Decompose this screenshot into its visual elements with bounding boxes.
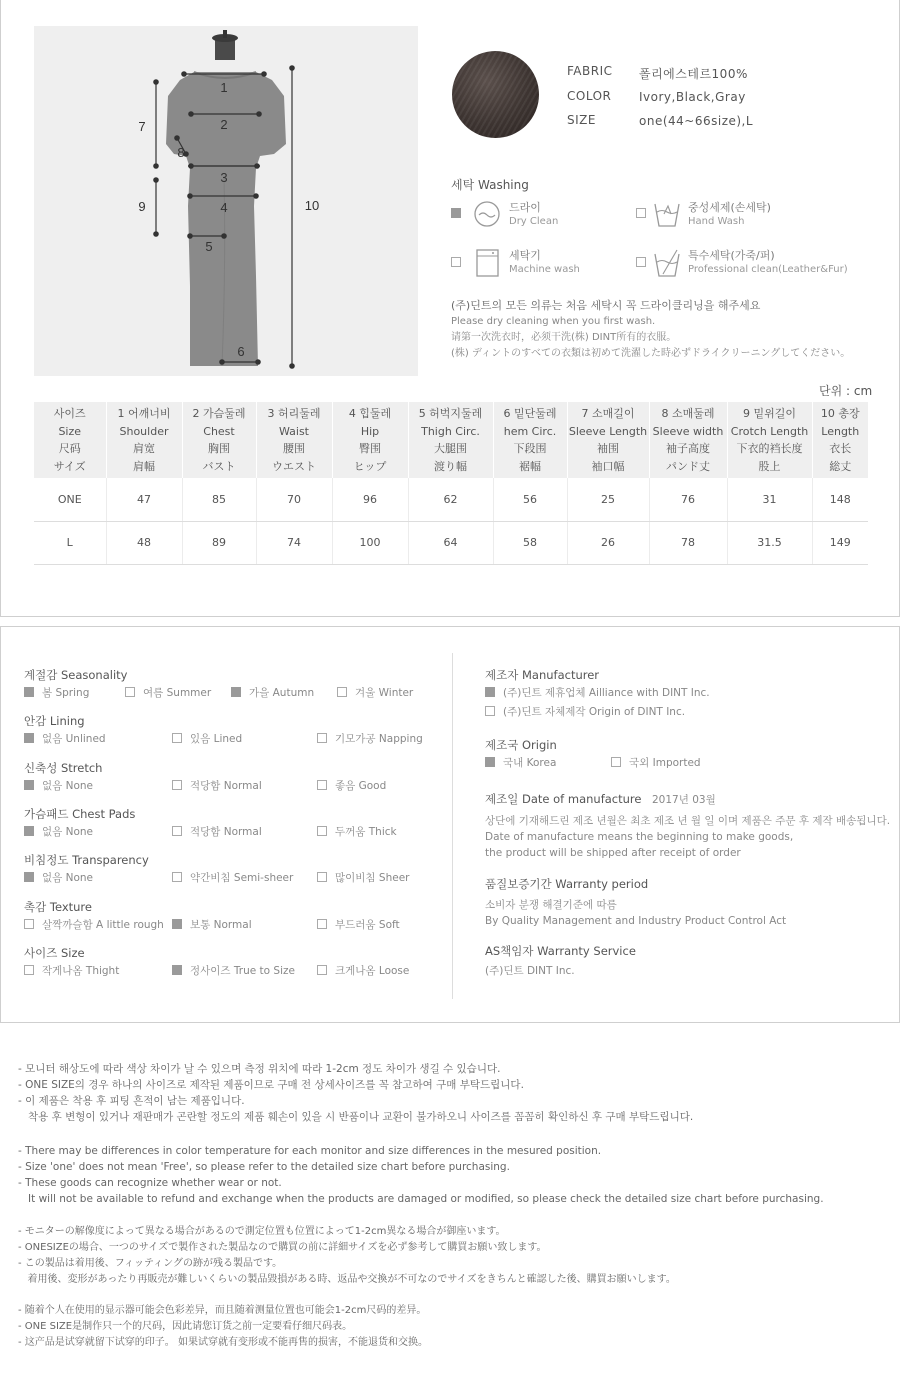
table-cell: 64 (408, 521, 493, 564)
texture-title: 촉감 Texture (24, 900, 92, 914)
checkbox (125, 687, 135, 697)
checkbox (317, 919, 327, 929)
option-korea: 국내 Korea (485, 755, 556, 771)
product-info-section (0, 0, 900, 617)
checkbox (485, 706, 495, 716)
header-shoulder: 1 어깨너비 Shoulder 肩宽 肩幅 (106, 402, 182, 478)
professional-clean-checkbox (636, 257, 646, 267)
option-napping: 기모가공 Napping (317, 731, 423, 747)
notes-ja-1: - モニターの解像度によって異なる場合があるので測定位置も位置によって1-2cm異なる場合が御座います。 (18, 1226, 506, 1237)
wash-note-ja: (株) ディントのすべての衣類は初めて洗濯した時必ずドライクリーニングしてください。 (451, 348, 851, 359)
option-sheer: 많이비침 Sheer (317, 870, 409, 886)
stretch-title: 신축성 Stretch (24, 761, 103, 775)
option-summer: 여름 Summer (125, 685, 211, 701)
dry-clean-ko: 드라이 (509, 201, 541, 214)
unit-label: 단위 : cm (819, 384, 873, 398)
option-transparency-none: 없음 None (24, 870, 93, 886)
table-cell: 148 (812, 478, 868, 521)
diagram-label-9: 9 (138, 199, 146, 214)
checkbox (24, 687, 34, 697)
option-pads-normal: 적당함 Normal (172, 824, 262, 840)
professional-clean-ko: 특수세탁(가죽/퍼) (688, 249, 775, 262)
header-chest: 2 가슴둘레 Chest 胸围 バスト (182, 402, 256, 478)
checkbox (485, 687, 495, 697)
date-note-ko: 상단에 기재해드린 제조 년월은 최초 제조 년 월 일 이며 제품은 주문 후 제작 배송됩니다. (485, 815, 891, 827)
option-imported: 국외 Imported (611, 755, 701, 771)
option-texture-normal: 보통 Normal (172, 917, 252, 933)
manufacturer-title: 제조자 Manufacturer (485, 668, 600, 682)
option-pads-thick: 두꺼움 Thick (317, 824, 397, 840)
checkbox (317, 733, 327, 743)
hand-wash-en: Hand Wash (688, 216, 745, 227)
table-cell: 70 (256, 478, 332, 521)
notes-zh-3: - 这产品是试穿就留下试穿的印子。 如果试穿就有变形或不能再售的损害，不能退货和交换。 (18, 1337, 428, 1348)
table-cell: 74 (256, 521, 332, 564)
checkbox (317, 780, 327, 790)
option-alliance: (주)딘트 제휴업체 Ailliance with DINT Inc. (485, 685, 710, 701)
option-origin-dint: (주)딘트 자체제작 Origin of DINT Inc. (485, 704, 685, 720)
option-stretch-good: 좋음 Good (317, 778, 386, 794)
product-properties-section (0, 626, 900, 1023)
origin-title: 제조국 Origin (485, 738, 557, 752)
garment-measurement-diagram (34, 26, 418, 376)
table-cell: 100 (332, 521, 408, 564)
checkbox (485, 757, 495, 767)
checkbox (172, 733, 182, 743)
wash-note-en: Please dry cleaning when you first wash. (451, 316, 656, 327)
table-row (34, 521, 868, 564)
option-pads-none: 없음 None (24, 824, 93, 840)
warranty-period-title: 품질보증기간 Warranty period (485, 877, 649, 891)
diagram-label-5: 5 (205, 239, 213, 254)
notes-zh-1: - 随着个人在使用的显示器可能会色彩差异，而且随着测量位置也可能会1-2cm尺码的差异。 (18, 1305, 427, 1316)
table-cell: 76 (649, 478, 727, 521)
checkbox (172, 919, 182, 929)
transparency-title: 비침정도 Transparency (24, 853, 149, 867)
notes-ko-1: - 모니터 해상도에 따라 색상 차이가 날 수 있으며 측정 위치에 따라 1-2cm 정도 차이가 생길 수 있습니다. (18, 1063, 501, 1075)
size-label: SIZE (567, 113, 596, 127)
washing-title: 세탁 Washing (451, 178, 529, 192)
option-true-to-size: 정사이즈 True to Size (172, 963, 295, 979)
checkbox (172, 872, 182, 882)
fabric-label: FABRIC (567, 64, 613, 78)
professional-clean-icon (653, 248, 681, 278)
notes-en-1: - There may be differences in color temperature for each monitor and size differences in the mesured position. (18, 1145, 602, 1157)
chest-pads-title: 가슴패드 Chest Pads (24, 807, 136, 821)
option-spring: 봄 Spring (24, 685, 89, 701)
mannequin-illustration (34, 26, 418, 376)
machine-wash-checkbox (451, 257, 461, 267)
option-semi-sheer: 약간비침 Semi-sheer (172, 870, 293, 886)
diagram-label-3: 3 (220, 170, 228, 185)
notes-ko-4: 착용 후 변형이 있거나 재판매가 곤란할 정도의 제품 훼손이 있을 시 반품이나 교환이 불가하오니 사이즈를 꼼꼼히 확인하신 후 구매 부탁드립니다. (18, 1111, 694, 1123)
option-stretch-none: 없음 None (24, 778, 93, 794)
table-cell: 31.5 (727, 521, 812, 564)
diagram-label-4: 4 (220, 200, 228, 215)
column-divider (452, 653, 453, 999)
diagram-label-6: 6 (237, 344, 245, 359)
header-waist: 3 허리둘레 Waist 腰围 ウエスト (256, 402, 332, 478)
hand-wash-ko: 중성세제(손세탁) (688, 201, 771, 214)
diagram-label-1: 1 (220, 80, 228, 95)
table-row (34, 478, 868, 521)
checkbox (611, 757, 621, 767)
checkbox (172, 780, 182, 790)
wash-note-zh: 请第一次洗衣时，必须干洗(株) DINT所有的衣服。 (451, 332, 677, 343)
size-fit-title: 사이즈 Size (24, 946, 85, 960)
option-winter: 겨울 Winter (337, 685, 413, 701)
warranty-note-ko: 소비자 분쟁 해결기준에 따름 (485, 899, 617, 911)
checkbox (24, 780, 34, 790)
notes-zh-2: - ONE SIZE是制作只一个的尺码，因此请您订货之前一定要看仔细尺码表。 (18, 1321, 353, 1332)
checkbox (172, 826, 182, 836)
checkbox (24, 733, 34, 743)
notes-ja-3: - この製品は着用後、フィッティングの跡が残る製品です。 (18, 1258, 283, 1269)
machine-wash-en: Machine wash (509, 264, 580, 275)
header-sleeve-length: 7 소매길이 Sleeve Length 袖围 袖口幅 (567, 402, 649, 478)
checkbox (317, 872, 327, 882)
hand-wash-checkbox (636, 208, 646, 218)
diagram-label-2: 2 (220, 117, 228, 132)
table-cell: 85 (182, 478, 256, 521)
hand-wash-icon (653, 200, 681, 228)
fabric-swatch (452, 51, 539, 138)
checkbox (24, 965, 34, 975)
diagram-label-8: 8 (177, 145, 185, 160)
header-crotch: 9 밑위길이 Crotch Length 下衣的裆长度 股上 (727, 402, 812, 478)
diagram-label-7: 7 (138, 119, 146, 134)
option-tight: 작게나옴 Thight (24, 963, 119, 979)
size-value: one(44~66size),L (639, 114, 754, 128)
professional-clean-en: Professional clean(Leather&Fur) (688, 264, 848, 275)
manufacture-date-value: 2017년 03월 (652, 794, 716, 806)
notes-ja-2: - ONESIZEの場合、一つのサイズで製作された製品なので購買の前に詳細サイズを必ず参考して購買お願い致します。 (18, 1242, 547, 1253)
wash-note-ko: (주)딘트의 모든 의류는 처음 세탁시 꼭 드라이클리닝을 해주세요 (451, 299, 761, 312)
checkbox (337, 687, 347, 697)
header-hip: 4 힙둘레 Hip 臀围 ヒップ (332, 402, 408, 478)
dry-clean-icon (473, 200, 501, 228)
option-soft: 부드러움 Soft (317, 917, 400, 933)
dry-clean-en: Dry Clean (509, 216, 559, 227)
manufacture-date-title: 제조일 Date of manufacture (485, 792, 642, 806)
table-cell: 26 (567, 521, 649, 564)
table-cell: 96 (332, 478, 408, 521)
header-size: 사이즈 Size 尺码 サイズ (34, 402, 106, 478)
checkbox (317, 826, 327, 836)
date-note-en-2: the product will be shipped after receipt of order (485, 847, 741, 859)
option-stretch-normal: 적당함 Normal (172, 778, 262, 794)
option-unlined: 없음 Unlined (24, 731, 106, 747)
header-hem: 6 밑단둘레 hem Circ. 下段围 裾幅 (493, 402, 567, 478)
table-cell: 89 (182, 521, 256, 564)
color-value: Ivory,Black,Gray (639, 90, 746, 104)
fabric-value: 폴리에스테르100% (639, 67, 748, 81)
checkbox (317, 965, 327, 975)
lining-title: 안감 Lining (24, 714, 85, 728)
table-cell: 31 (727, 478, 812, 521)
warranty-service-value: (주)딘트 DINT Inc. (485, 965, 575, 977)
color-label: COLOR (567, 89, 612, 103)
table-cell: 62 (408, 478, 493, 521)
checkbox (24, 872, 34, 882)
date-note-en-1: Date of manufacture means the beginning to make goods, (485, 831, 794, 843)
checkbox (24, 826, 34, 836)
table-cell: 78 (649, 521, 727, 564)
dry-clean-checkbox (451, 208, 461, 218)
size-table (34, 402, 868, 565)
option-autumn: 가을 Autumn (231, 685, 314, 701)
table-cell: 56 (493, 478, 567, 521)
checkbox (172, 965, 182, 975)
size-table-header (34, 402, 868, 478)
table-cell: 149 (812, 521, 868, 564)
machine-wash-ko: 세탁기 (509, 249, 541, 262)
warranty-service-title: AS책임자 Warranty Service (485, 944, 636, 958)
header-sleeve-width: 8 소매둘레 Sleeve width 袖子高度 パンド丈 (649, 402, 727, 478)
table-cell: L (34, 521, 106, 564)
table-cell: 47 (106, 478, 182, 521)
notes-ja-4: 着用後、変形があったり再販売が難しいくらいの製品毀損がある時、返品や交換が不可なのでサイズをきちんと確認した後、購買お願いします。 (18, 1274, 676, 1285)
notes-ko-3: - 이 제품은 착용 후 피팅 흔적이 남는 제품입니다. (18, 1095, 245, 1107)
table-cell: ONE (34, 478, 106, 521)
table-cell: 25 (567, 478, 649, 521)
notes-ko-2: - ONE SIZE의 경우 하나의 사이즈로 제작된 제품이므로 구매 전 상세사이즈를 꼭 참고하여 구매 부탁드립니다. (18, 1079, 524, 1091)
header-length: 10 총장 Length 衣长 総丈 (812, 402, 868, 478)
checkbox (24, 919, 34, 929)
table-cell: 48 (106, 521, 182, 564)
option-lined: 있음 Lined (172, 731, 242, 747)
diagram-label-10: 10 (304, 198, 320, 213)
checkbox (231, 687, 241, 697)
washing-machine-icon (475, 248, 501, 278)
table-cell: 58 (493, 521, 567, 564)
notes-en-2: - Size 'one' does not mean 'Free', so please refer to the detailed size chart before purchasing. (18, 1161, 510, 1173)
option-loose: 크게나옴 Loose (317, 963, 409, 979)
warranty-note-en: By Quality Management and Industry Product Control Act (485, 915, 787, 927)
notes-en-4: It will not be available to refund and exchange when the products are damaged or modified, so please check the detailed size chart before purchasing. (18, 1193, 824, 1205)
notes-en-3: - These goods can recognize whether wear or not. (18, 1177, 282, 1189)
header-thigh: 5 허벅지둘레 Thigh Circ. 大腿围 渡り幅 (408, 402, 493, 478)
seasonality-title: 계절감 Seasonality (24, 668, 128, 682)
option-rough: 살짝까슬함 A little rough (24, 917, 164, 933)
